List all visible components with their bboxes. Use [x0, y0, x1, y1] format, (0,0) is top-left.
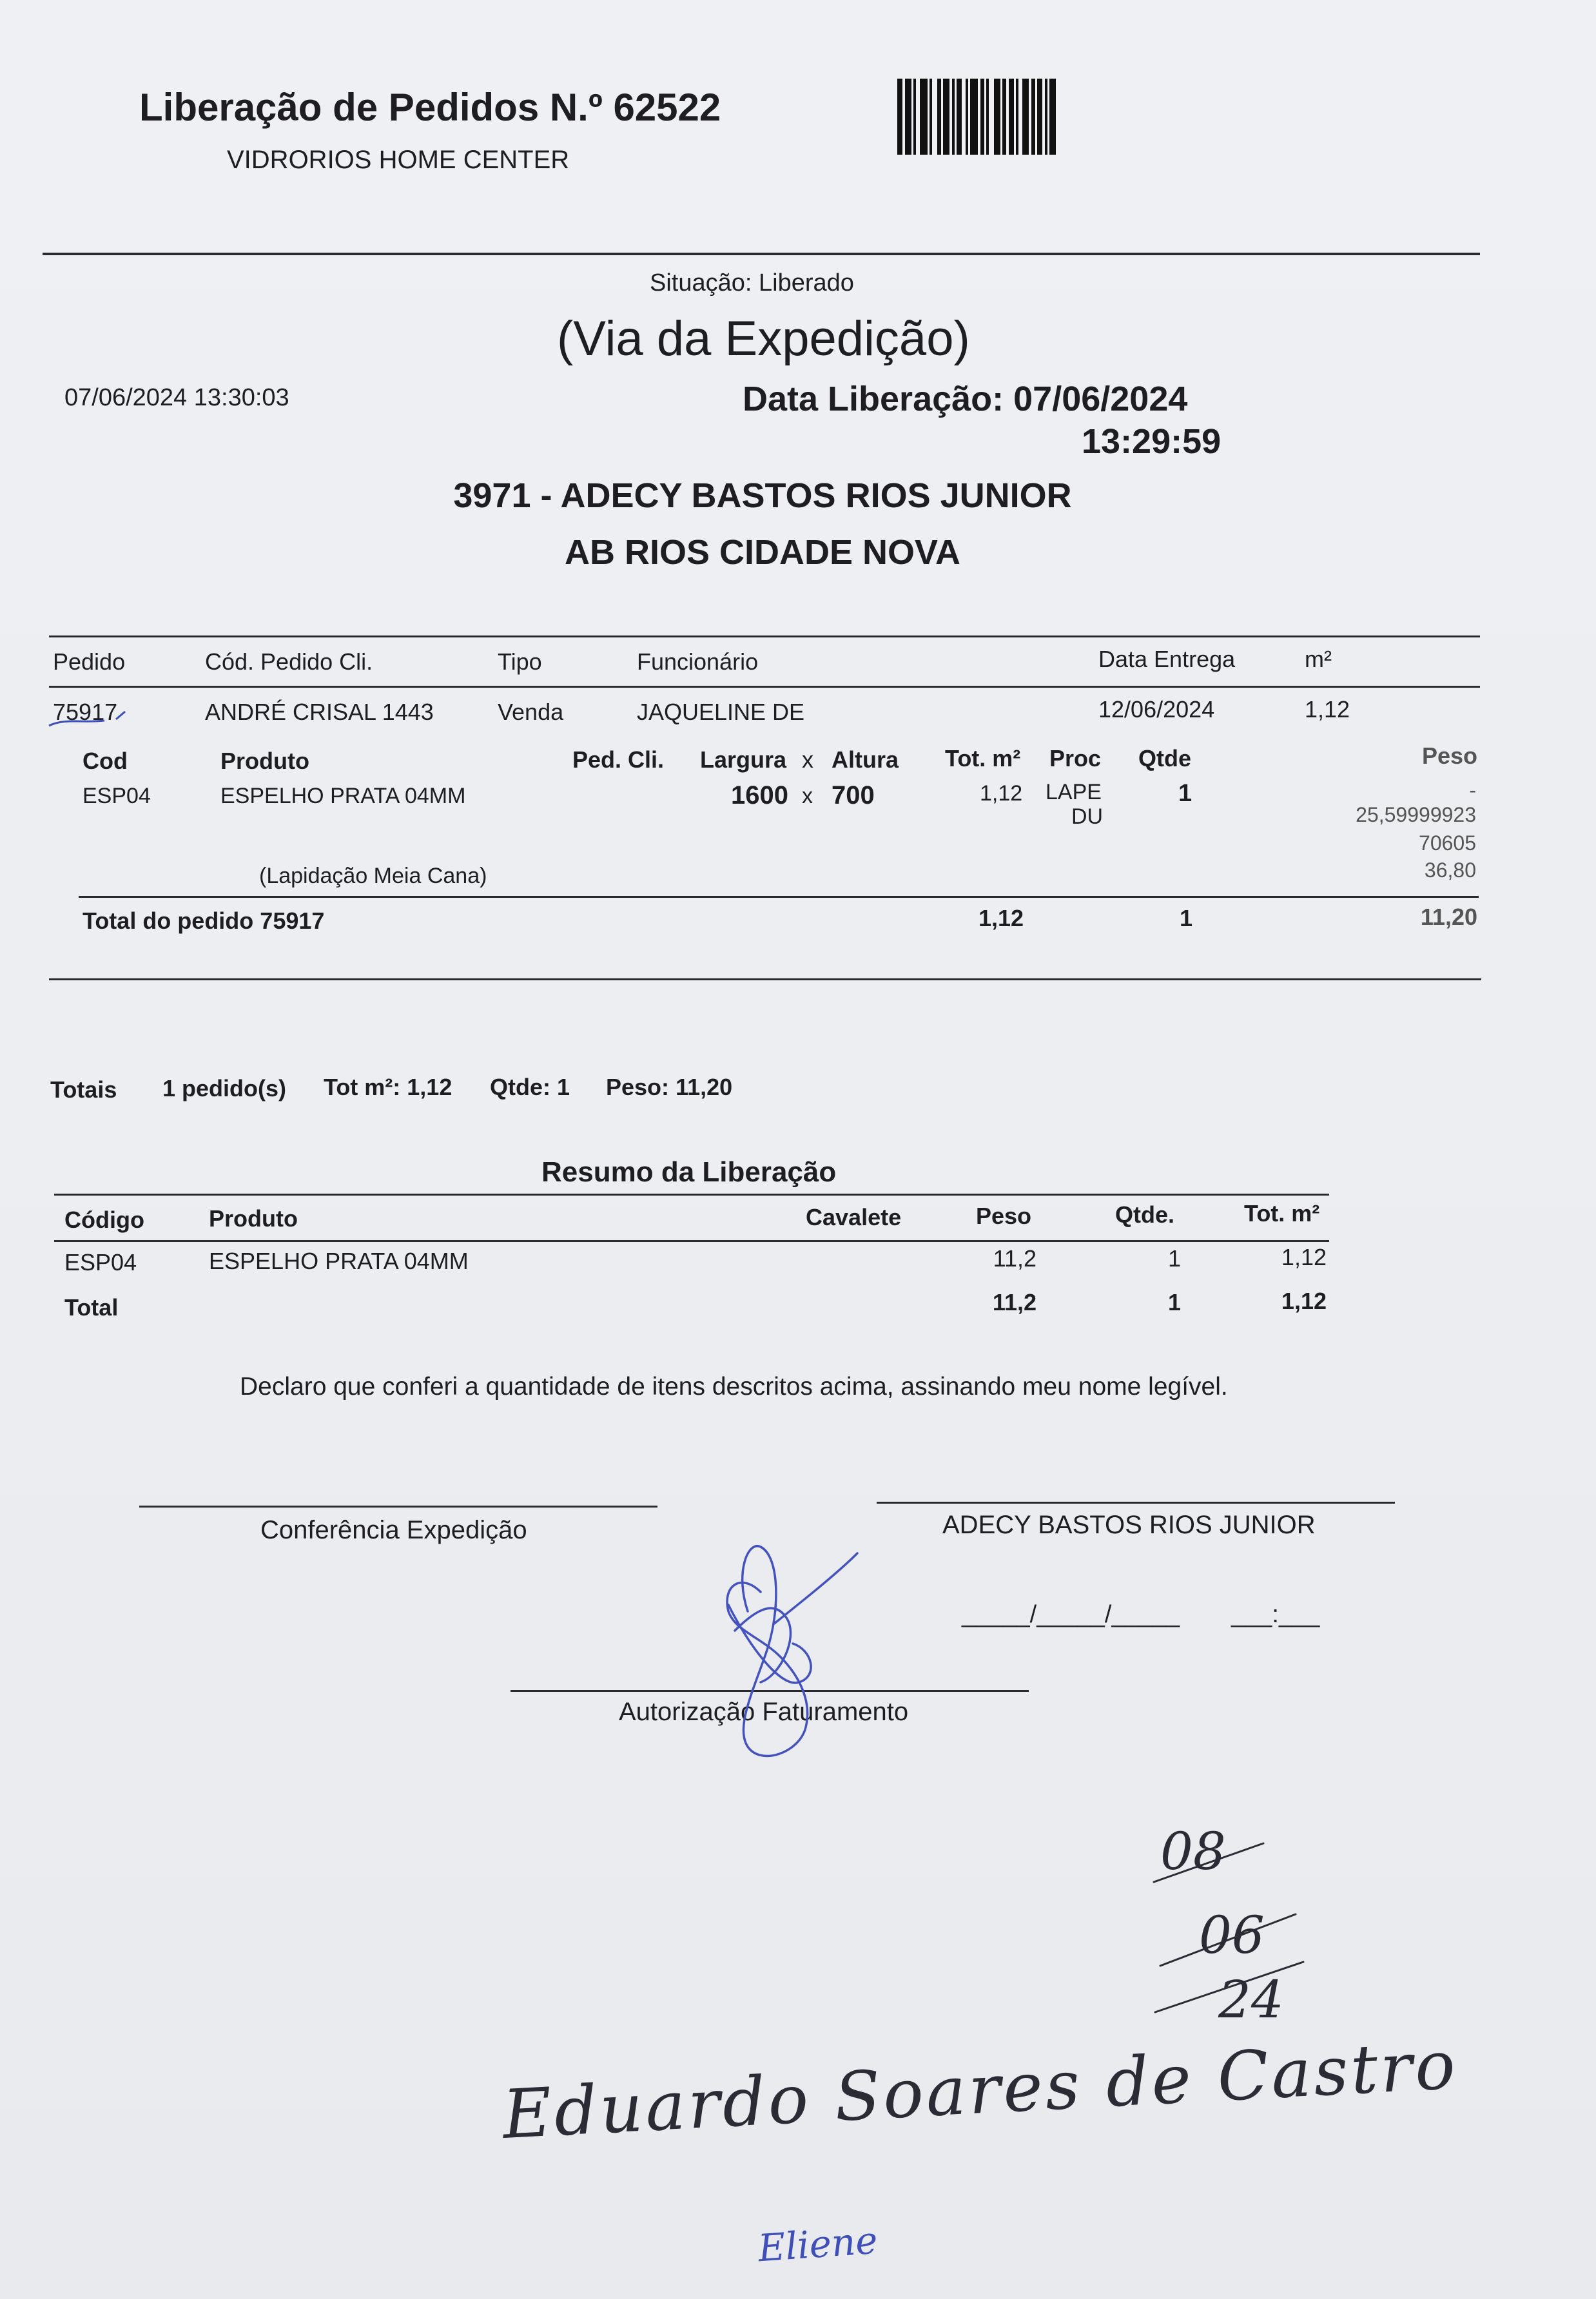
totals-label: Totais: [50, 1076, 117, 1103]
barcode-bar: [913, 79, 916, 155]
summary-row-tot-m2: 1,12: [1281, 1244, 1327, 1270]
barcode-bar: [970, 79, 978, 155]
declaration-text: Declaro que conferi a quantidade de itens descritos acima, assinando meu nome legível.: [240, 1373, 1228, 1401]
summary-total-tot-m2: 1,12: [1281, 1288, 1327, 1314]
summary-total-peso: 11,2: [992, 1289, 1036, 1315]
orders-top-rule: [49, 635, 1480, 637]
order-data-entrega: 12/06/2024: [1098, 696, 1215, 723]
barcode-bar: [1049, 79, 1056, 155]
item-produto: ESPELHO PRATA 04MM: [220, 784, 466, 808]
item-col-produto: Produto: [220, 748, 309, 774]
handwritten-date-year: 24: [1218, 1970, 1284, 2030]
totals-m2: Tot m²: 1,12: [324, 1074, 453, 1100]
order-pedido: 75917: [53, 699, 118, 725]
item-col-altura: Altura: [832, 746, 899, 773]
order-total-m2: 1,12: [978, 905, 1024, 931]
item-col-largura: Largura: [700, 746, 787, 773]
item-col-peso: Peso: [1421, 742, 1477, 769]
item-col-cod: Cod: [83, 748, 128, 774]
item-peso-2: 70605: [1419, 831, 1476, 855]
barcode-bar: [994, 79, 1000, 155]
client-signature-name: ADECY BASTOS RIOS JUNIOR: [942, 1511, 1316, 1539]
situacao-text: Situação: Liberado: [650, 269, 854, 296]
summary-row-produto: ESPELHO PRATA 04MM: [209, 1248, 469, 1274]
item-largura: 1600: [731, 781, 788, 810]
item-cod: ESP04: [83, 784, 151, 808]
barcode-bar: [1045, 79, 1047, 155]
summary-col-cavalete: Cavalete: [806, 1204, 902, 1230]
barcode-bar: [920, 79, 928, 155]
order-total-peso: 11,20: [1420, 904, 1477, 930]
summary-total-label: Total: [64, 1294, 119, 1321]
document-title: Liberação de Pedidos N.º 62522: [139, 86, 721, 129]
orders-bottom-rule: [49, 978, 1481, 980]
summary-col-codigo: Código: [64, 1207, 144, 1233]
order-funcionario: JAQUELINE DE: [637, 699, 805, 725]
handwritten-date: [1134, 1805, 1328, 2037]
date-blank: _____/_____/_____: [962, 1601, 1180, 1628]
company-name: VIDRORIOS HOME CENTER: [227, 146, 570, 174]
client-store: AB RIOS CIDADE NOVA: [564, 533, 961, 572]
summary-col-peso: Peso: [976, 1203, 1032, 1229]
barcode-bar: [897, 79, 902, 155]
item-col-tot-m2: Tot. m²: [945, 745, 1021, 771]
summary-col-qtde: Qtde.: [1115, 1201, 1175, 1228]
time-blank: ___:___: [1231, 1601, 1320, 1628]
barcode: [897, 79, 1149, 155]
order-m2: 1,12: [1305, 696, 1350, 723]
totals-pedidos: 1 pedido(s): [162, 1075, 287, 1101]
summary-col-tot-m2: Tot. m²: [1244, 1200, 1320, 1227]
barcode-bar: [1037, 79, 1042, 155]
conferencia-label: Conferência Expedição: [260, 1516, 527, 1544]
col-funcionario: Funcionário: [637, 648, 759, 675]
client-name: 3971 - ADECY BASTOS RIOS JUNIOR: [453, 476, 1072, 515]
barcode-bar: [952, 79, 955, 155]
item-col-qtde: Qtde: [1138, 745, 1192, 771]
barcode-bar: [1022, 79, 1029, 155]
col-m2: m²: [1305, 646, 1332, 672]
handwritten-signature: [709, 1534, 877, 1772]
autorizacao-label: Autorização Faturamento: [619, 1698, 909, 1726]
handwritten-date-day: 08: [1160, 1821, 1226, 1881]
item-peso-1: 25,59999923: [1356, 803, 1476, 826]
barcode-bar: [943, 79, 949, 155]
summary-title: Resumo da Liberação: [541, 1156, 837, 1188]
col-cod-pedido-cli: Cód. Pedido Cli.: [205, 648, 373, 675]
summary-header-rule: [54, 1240, 1329, 1242]
barcode-bar: [957, 79, 962, 155]
col-pedido: Pedido: [53, 648, 126, 675]
item-tot-m2: 1,12: [980, 781, 1023, 806]
summary-total-qtde: 1: [1167, 1289, 1181, 1315]
totals-peso: Peso: 11,20: [606, 1074, 733, 1100]
barcode-bar: [986, 79, 989, 155]
item-altura: 700: [832, 781, 875, 810]
col-data-entrega: Data Entrega: [1098, 646, 1236, 672]
handwritten-date-month: 06: [1199, 1905, 1265, 1965]
barcode-bar: [1016, 79, 1018, 155]
orders-header-rule: [49, 686, 1480, 688]
order-total-qtde: 1: [1180, 905, 1193, 931]
via-title: (Via da Expedição): [557, 311, 970, 366]
item-peso-3: 36,80: [1424, 858, 1476, 882]
client-signature-line: [877, 1502, 1395, 1504]
conferencia-line: [139, 1506, 657, 1508]
summary-row-qtde: 1: [1167, 1245, 1181, 1272]
barcode-bar: [905, 79, 911, 155]
header-divider: [43, 253, 1480, 255]
pedido-ink-mark: [45, 706, 135, 732]
col-tipo: Tipo: [498, 648, 542, 675]
barcode-bar: [1002, 79, 1006, 155]
order-tipo: Venda: [498, 699, 564, 725]
handwritten-name: Eduardo Soares de Castro: [500, 2025, 1460, 2154]
barcode-bar: [929, 79, 932, 155]
item-col-ped-cli: Ped. Cli.: [572, 746, 665, 773]
barcode-bar: [1031, 79, 1035, 155]
barcode-bar: [1009, 79, 1014, 155]
item-col-proc: Proc: [1049, 745, 1102, 771]
data-liberacao: Data Liberação: 07/06/2024: [743, 380, 1188, 418]
data-liberacao-time: 13:29:59: [1082, 422, 1221, 461]
item-proc-1: LAPE: [1046, 780, 1102, 804]
item-peso-dash: -: [1469, 779, 1476, 802]
printed-at: 07/06/2024 13:30:03: [64, 384, 289, 411]
summary-col-produto: Produto: [209, 1205, 298, 1232]
barcode-bar: [980, 79, 984, 155]
totals-qtde: Qtde: 1: [490, 1074, 570, 1100]
order-cod-pedido-cli: ANDRÉ CRISAL 1443: [205, 699, 434, 725]
order-total-label: Total do pedido 75917: [83, 907, 325, 934]
item-proc-2: DU: [1071, 804, 1104, 829]
barcode-bar: [937, 79, 941, 155]
item-qtde: 1: [1178, 780, 1192, 807]
item-obs: (Lapidação Meia Cana): [259, 864, 487, 888]
item-col-x: x: [802, 746, 813, 773]
summary-row-peso: 11,2: [993, 1245, 1036, 1272]
item-bottom-rule: [79, 896, 1479, 898]
barcode-bar: [966, 79, 968, 155]
summary-row-codigo: ESP04: [64, 1249, 137, 1276]
handwritten-initials: Eliene: [756, 2218, 879, 2271]
summary-top-rule: [54, 1194, 1329, 1196]
item-x: x: [802, 784, 813, 808]
